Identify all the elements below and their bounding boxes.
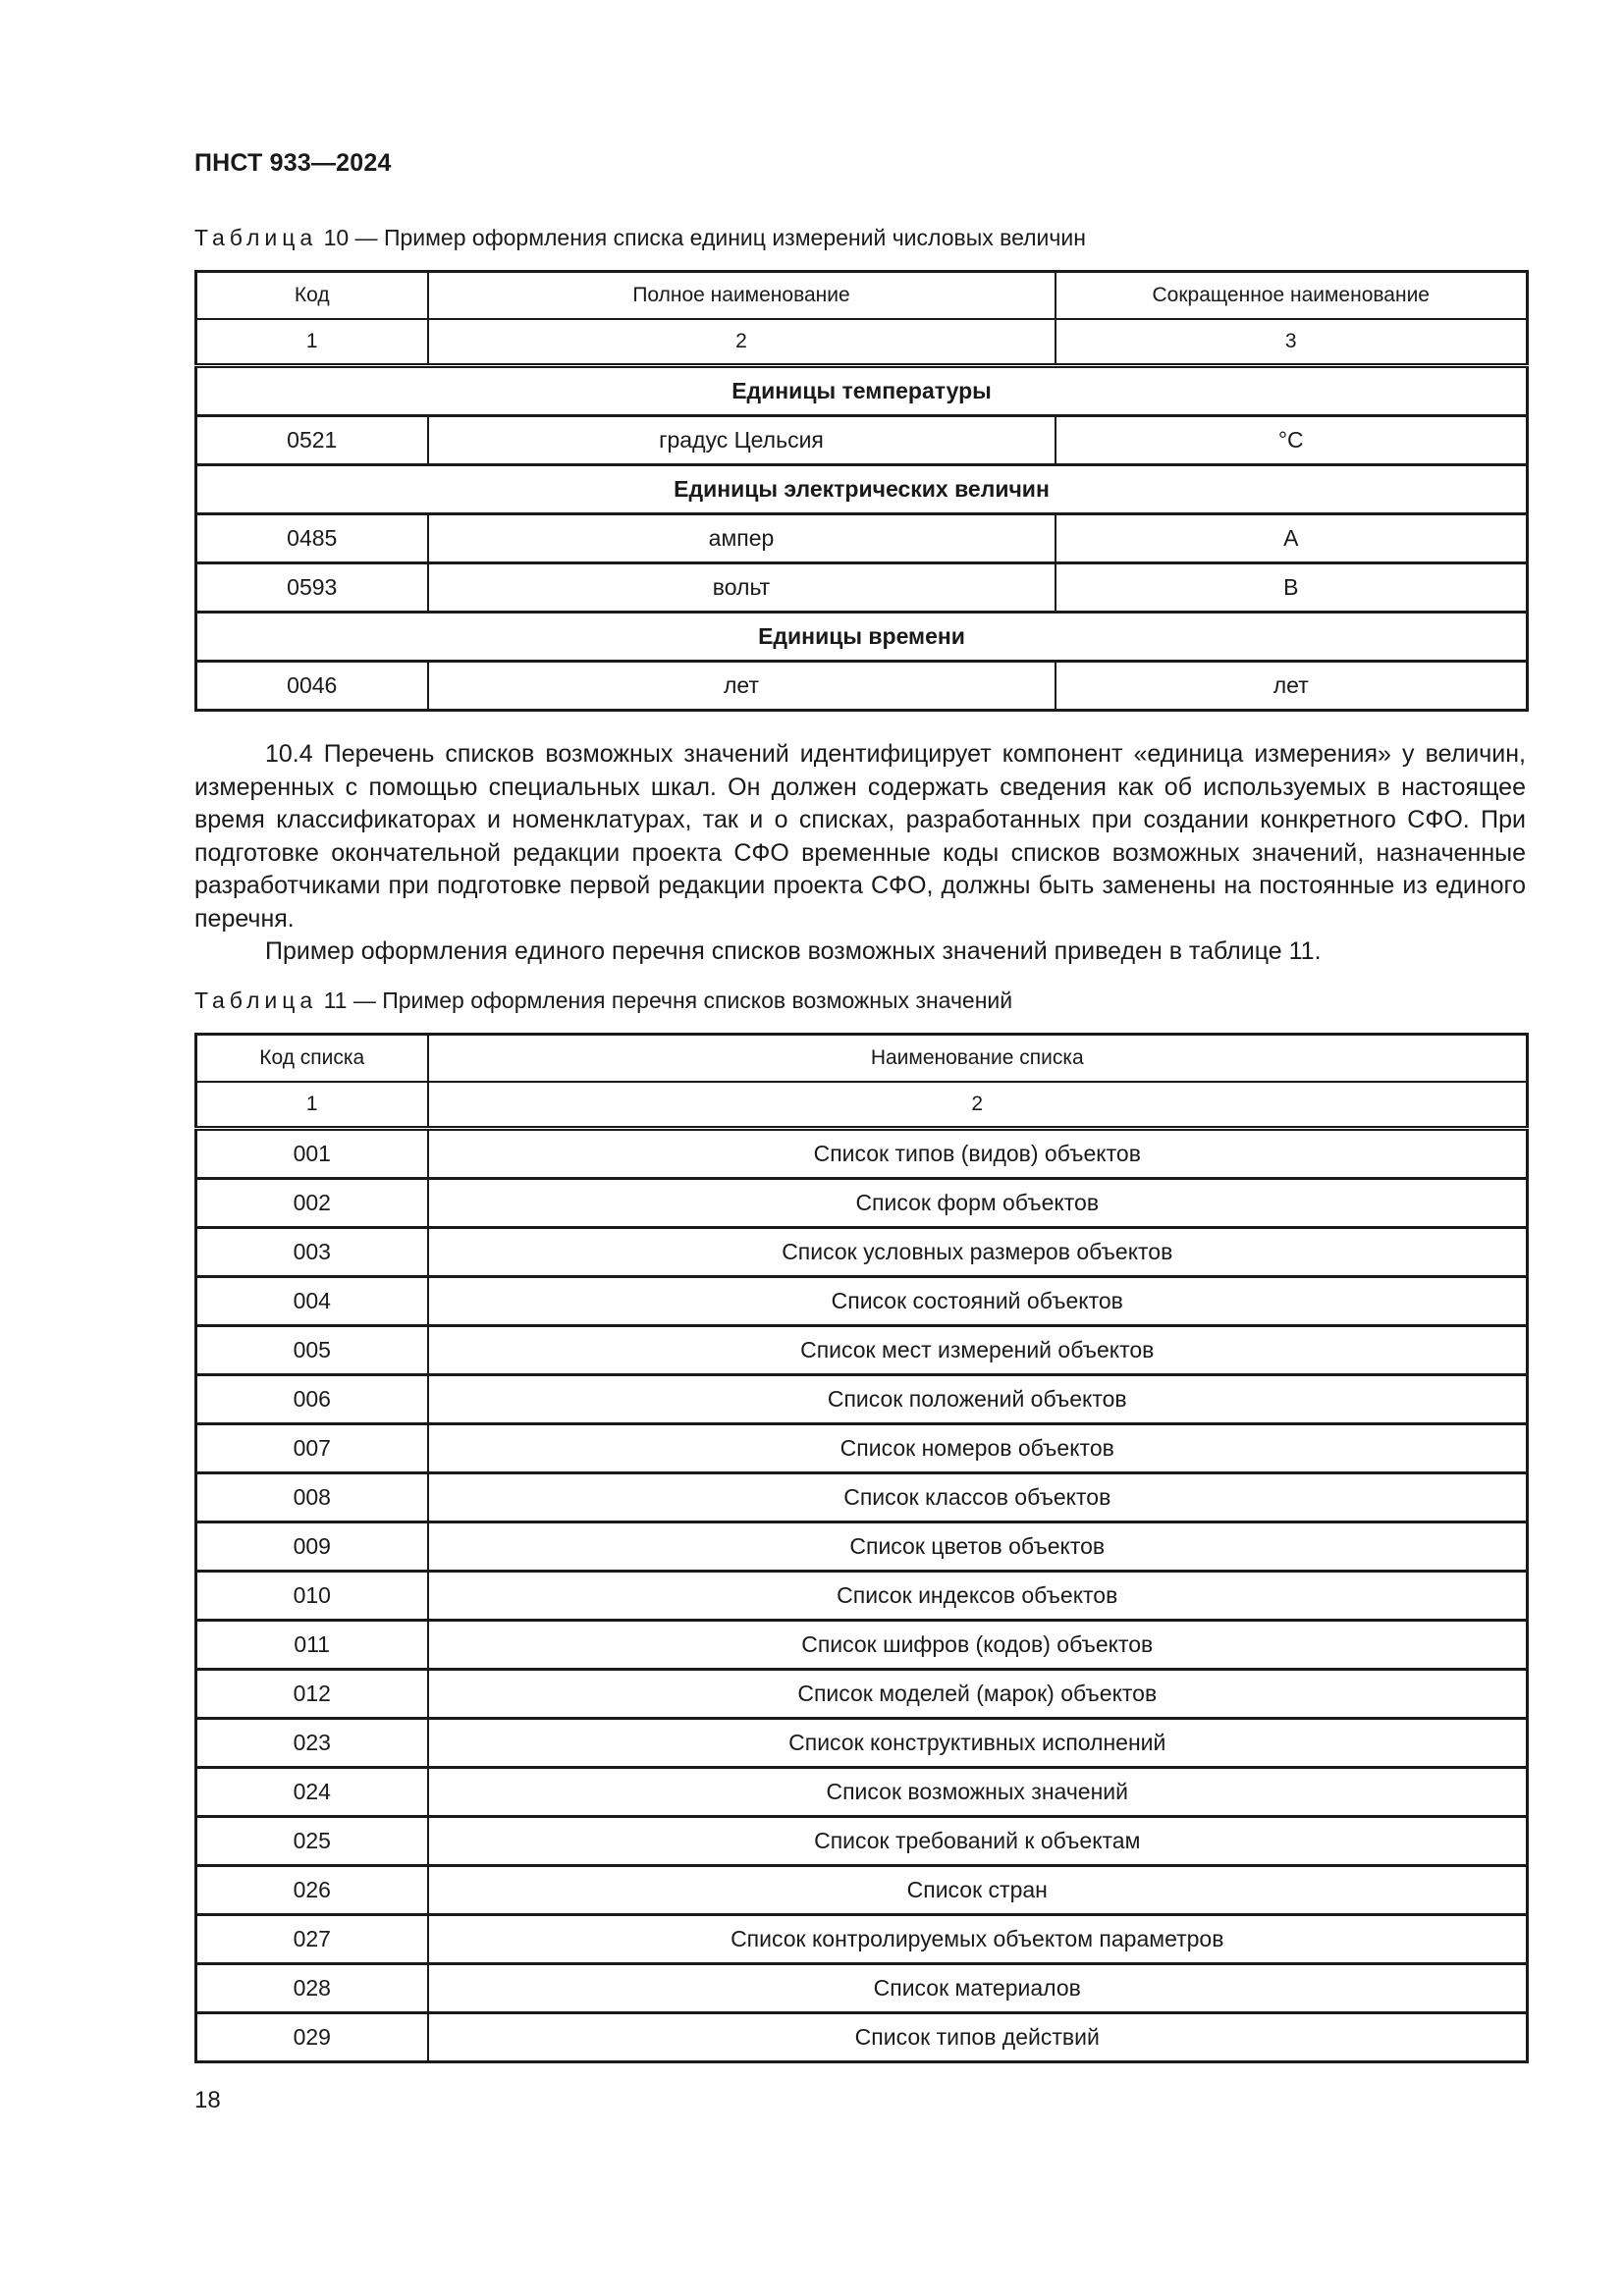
caption-label: Таблица bbox=[194, 988, 318, 1013]
unit-short-name: лет bbox=[1056, 662, 1528, 711]
list-code: 024 bbox=[196, 1768, 428, 1817]
table-11-caption bbox=[194, 988, 1012, 1014]
unit-short-name: В bbox=[1056, 563, 1528, 613]
table-row bbox=[196, 1964, 1528, 2013]
list-name: Список индексов объектов bbox=[428, 1572, 1528, 1621]
unit-short-name: А bbox=[1056, 514, 1528, 563]
table-row bbox=[196, 1522, 1528, 1572]
table-header-row bbox=[196, 272, 1528, 320]
list-name: Список форм объектов bbox=[428, 1179, 1528, 1228]
table-row bbox=[196, 1424, 1528, 1473]
list-name: Список положений объектов bbox=[428, 1375, 1528, 1424]
group-title: Единицы электрических величин bbox=[196, 465, 1528, 514]
column-header: Наименование списка bbox=[428, 1035, 1528, 1083]
list-code: 027 bbox=[196, 1915, 428, 1964]
table-row bbox=[196, 416, 1528, 465]
table-row bbox=[196, 563, 1528, 613]
table-row bbox=[196, 1768, 1528, 1817]
list-code: 006 bbox=[196, 1375, 428, 1424]
column-number: 3 bbox=[1056, 319, 1528, 366]
column-number: 1 bbox=[196, 319, 428, 366]
table-row bbox=[196, 1375, 1528, 1424]
group-title: Единицы температуры bbox=[196, 366, 1528, 416]
list-code: 028 bbox=[196, 1964, 428, 2013]
list-name: Список состояний объектов bbox=[428, 1277, 1528, 1326]
list-name: Список возможных значений bbox=[428, 1768, 1528, 1817]
unit-code: 0521 bbox=[196, 416, 428, 465]
caption-label: Таблица bbox=[194, 225, 318, 250]
table-row bbox=[196, 2013, 1528, 2062]
unit-code: 0046 bbox=[196, 662, 428, 711]
list-name: Список типов действий bbox=[428, 2013, 1528, 2062]
table-row bbox=[196, 1228, 1528, 1277]
list-code: 029 bbox=[196, 2013, 428, 2062]
table-row bbox=[196, 1179, 1528, 1228]
caption-text: 11 — Пример оформления перечня списков возможных значений bbox=[323, 988, 1013, 1013]
table-row bbox=[196, 662, 1528, 711]
table-row bbox=[196, 1572, 1528, 1621]
table-row bbox=[196, 1277, 1528, 1326]
list-code: 008 bbox=[196, 1473, 428, 1522]
paragraph: Пример оформления единого перечня списков возможных значений приведен в таблице 11. bbox=[265, 937, 1322, 965]
table-row bbox=[196, 1670, 1528, 1719]
group-row bbox=[196, 465, 1528, 514]
unit-short-name: °С bbox=[1056, 416, 1528, 465]
column-header: Код списка bbox=[196, 1035, 428, 1083]
list-code: 023 bbox=[196, 1719, 428, 1768]
list-code: 004 bbox=[196, 1277, 428, 1326]
table-10-units bbox=[194, 270, 1529, 712]
table-row bbox=[196, 514, 1528, 563]
list-code: 005 bbox=[196, 1326, 428, 1375]
column-header: Сокращенное наименование bbox=[1056, 272, 1528, 320]
column-header: Код bbox=[196, 272, 428, 320]
list-name: Список номеров объектов bbox=[428, 1424, 1528, 1473]
list-code: 010 bbox=[196, 1572, 428, 1621]
table-10-caption bbox=[194, 225, 1086, 251]
table-row bbox=[196, 1817, 1528, 1866]
table-row bbox=[196, 1915, 1528, 1964]
table-row bbox=[196, 1473, 1528, 1522]
list-code: 007 bbox=[196, 1424, 428, 1473]
column-number: 1 bbox=[196, 1082, 428, 1129]
page-number: 18 bbox=[194, 2087, 221, 2113]
list-code: 012 bbox=[196, 1670, 428, 1719]
list-code: 025 bbox=[196, 1817, 428, 1866]
unit-full-name: вольт bbox=[428, 563, 1056, 613]
column-number: 2 bbox=[428, 1082, 1528, 1129]
unit-full-name: градус Цельсия bbox=[428, 416, 1056, 465]
table-row bbox=[196, 1866, 1528, 1915]
unit-full-name: ампер bbox=[428, 514, 1056, 563]
list-code: 009 bbox=[196, 1522, 428, 1572]
document-id-header: ПНСТ 933—2024 bbox=[194, 149, 392, 177]
list-name: Список требований к объектам bbox=[428, 1817, 1528, 1866]
list-code: 003 bbox=[196, 1228, 428, 1277]
list-name: Список шифров (кодов) объектов bbox=[428, 1621, 1528, 1670]
table-row bbox=[196, 1326, 1528, 1375]
list-name: Список типов (видов) объектов bbox=[428, 1129, 1528, 1179]
table-row bbox=[196, 1719, 1528, 1768]
list-name: Список мест измерений объектов bbox=[428, 1326, 1528, 1375]
list-code: 011 bbox=[196, 1621, 428, 1670]
unit-code: 0485 bbox=[196, 514, 428, 563]
list-code: 001 bbox=[196, 1129, 428, 1179]
group-title: Единицы времени bbox=[196, 613, 1528, 662]
group-row bbox=[196, 613, 1528, 662]
unit-code: 0593 bbox=[196, 563, 428, 613]
list-name: Список стран bbox=[428, 1866, 1528, 1915]
list-name: Список условных размеров объектов bbox=[428, 1228, 1528, 1277]
table-row bbox=[196, 1621, 1528, 1670]
section-10-4-text bbox=[194, 738, 1526, 969]
caption-text: 10 — Пример оформления списка единиц измерений числовых величин bbox=[323, 225, 1086, 250]
list-name: Список моделей (марок) объектов bbox=[428, 1670, 1528, 1719]
list-name: Список классов объектов bbox=[428, 1473, 1528, 1522]
column-header: Полное наименование bbox=[428, 272, 1056, 320]
list-name: Список контролируемых объектом параметров bbox=[428, 1915, 1528, 1964]
unit-full-name: лет bbox=[428, 662, 1056, 711]
list-code: 026 bbox=[196, 1866, 428, 1915]
group-row bbox=[196, 366, 1528, 416]
table-row bbox=[196, 1129, 1528, 1179]
list-name: Список материалов bbox=[428, 1964, 1528, 2013]
paragraph: 10.4 Перечень списков возможных значений идентифицирует компонент «единица измерения» у величин, измеренных с помощью специальных шкал. Он должен содержать сведения как об используемых в настоящее время классификаторах и номенклатурах, так и о списках, разработанных при создании конкретного СФО. При подготовке окончательной редакции проекта СФО временные коды списков возможных значений, назначенные разработчиками при подготовке первой редакции проекта СФО, должны быть заменены на постоянные из единого перечня. bbox=[194, 740, 1526, 933]
list-code: 002 bbox=[196, 1179, 428, 1228]
column-number-row bbox=[196, 1082, 1528, 1129]
list-name: Список конструктивных исполнений bbox=[428, 1719, 1528, 1768]
column-number: 2 bbox=[428, 319, 1056, 366]
table-header-row bbox=[196, 1035, 1528, 1083]
table-11-lists bbox=[194, 1033, 1529, 2063]
list-name: Список цветов объектов bbox=[428, 1522, 1528, 1572]
column-number-row bbox=[196, 319, 1528, 366]
